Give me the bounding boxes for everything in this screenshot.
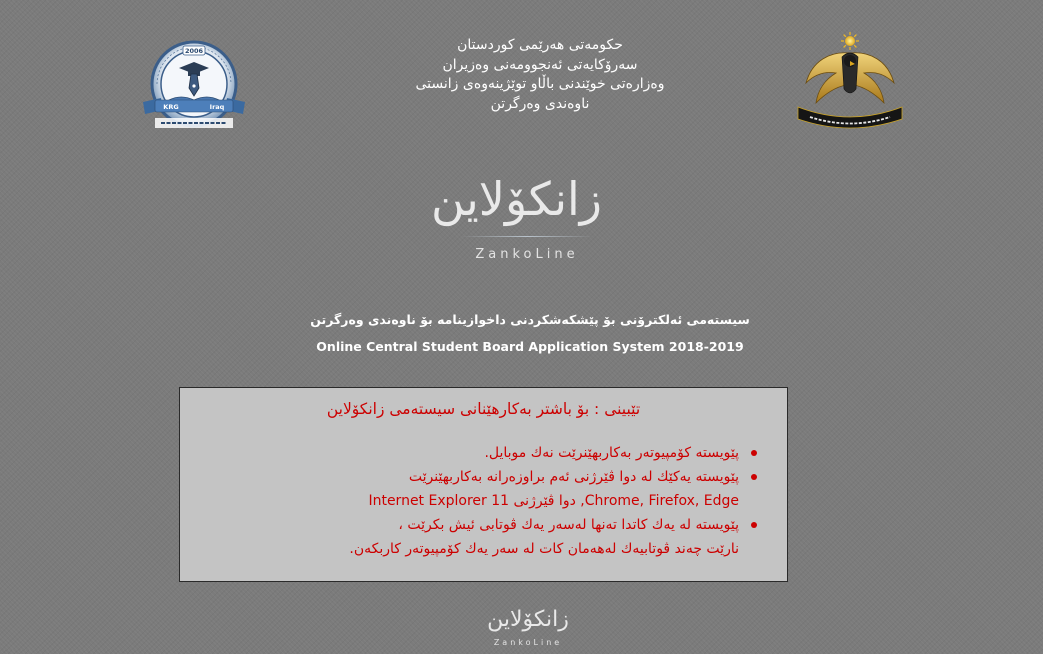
footer-brand-english: ZankoLine — [493, 638, 563, 647]
notice-item — [237, 465, 757, 513]
system-title-english: Online Central Student Board Application System 2018-2019 — [316, 339, 744, 354]
bullet-icon — [751, 450, 757, 456]
krg-eagle-emblem-icon — [790, 27, 910, 137]
notice-item-text: پێویستە یەكێك لە دوا ڤێرژنی ئەم براوزەرانە بەكاربهێنرێت — [408, 469, 739, 485]
svg-text:2006: 2006 — [184, 47, 204, 55]
brand-name-english: ZankoLine — [475, 247, 579, 262]
notice-list — [237, 441, 757, 561]
ministry-emblem-icon — [133, 40, 255, 132]
bullet-icon — [751, 522, 757, 528]
header-line-admission-center: ناوەندی وەرگرتن — [490, 95, 590, 112]
government-header — [340, 36, 740, 114]
notice-item-text-continued: نارێت چەند ڤوتابیەك لەهەمان كات لە سەر یەك كۆمپیوتەر كاربكەن. — [349, 541, 739, 557]
notice-item-browsers: Chrome, Firefox, Edge, دوا ڤێرژنی Internet Explorer 11 — [368, 493, 739, 509]
footer-logo — [478, 604, 578, 654]
notice-item — [237, 441, 757, 465]
notice-item-text: پێویستە كۆمپیوتەر بەكاربهێنرێت نەك موبایل. — [484, 445, 739, 461]
notice-item — [237, 513, 757, 561]
svg-text:KRG: KRG — [163, 103, 179, 111]
header-line-ministry: وەزارەتی خوێندنی باڵاو توێژینەوەی زانستی — [415, 76, 665, 92]
header-line-council: سەرۆكایەتی ئەنجوومەنی وەزیران — [442, 56, 638, 73]
zankoline-brand — [430, 168, 602, 278]
header-line-government: حكومەتی هەرێمی كوردستان — [457, 37, 623, 53]
svg-text:Iraq: Iraq — [209, 103, 225, 111]
system-title-kurdish: سیستەمی ئەلكترۆنی بۆ پێشكەشكردنی داخوازینامە بۆ ناوەندی وەرگرتن — [310, 312, 750, 327]
notice-title: تێبینی : بۆ باشتر بەكارهێنانی سیستەمی زانكۆلاین — [326, 400, 641, 418]
brand-divider — [461, 236, 593, 237]
krg-logo — [790, 27, 910, 137]
bullet-icon — [751, 474, 757, 480]
footer-brand-arabic: زانكۆلاین — [487, 607, 569, 632]
notice-box — [179, 387, 788, 582]
ministry-logo — [133, 40, 255, 132]
notice-item-text: پێویستە لە یەك كاتدا تەنها لەسەر یەك ڤوتابی ئیش بكرێت ، — [398, 517, 739, 533]
brand-name-arabic: زانكۆلاین — [430, 172, 602, 226]
